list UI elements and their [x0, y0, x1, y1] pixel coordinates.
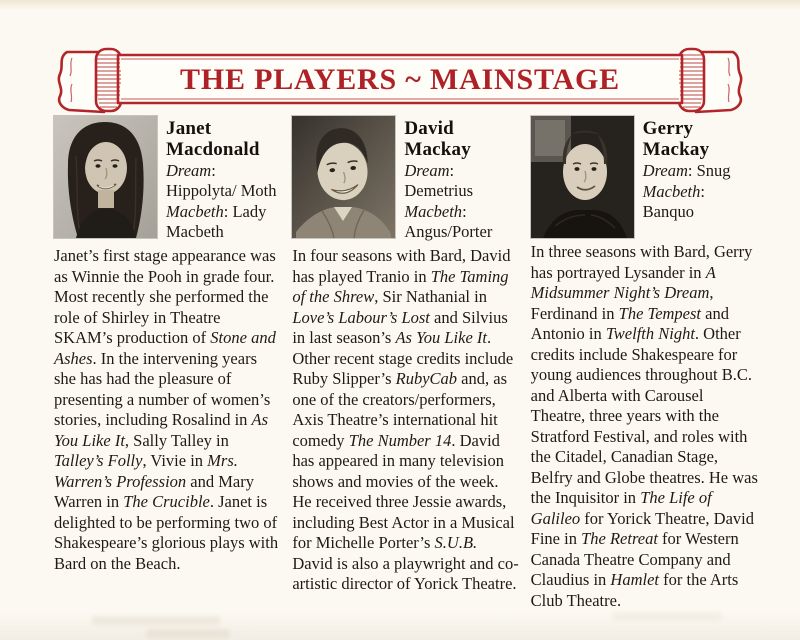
player-role-macbeth: Macbeth: Angus/Porter	[404, 202, 493, 241]
janet-macdonald-portrait-photo	[54, 116, 157, 238]
card-head	[292, 116, 519, 242]
page-title: THE PLAYERS ~ MAINSTAGE	[180, 63, 620, 96]
player-name: Janet Macdonald	[166, 118, 260, 160]
showthrough-smudge	[612, 612, 722, 621]
player-card-janet-macdonald	[54, 116, 281, 611]
scroll-ribbon-graphic	[50, 42, 750, 118]
player-card-gerry-mackay	[531, 116, 758, 611]
player-heading	[166, 116, 281, 242]
card-head	[531, 116, 758, 238]
player-card-david-mackay	[292, 116, 519, 611]
player-bio: In four seasons with Bard, David has played Tranio in The Taming of the Shrew, Sir Nathanial in Love’s Labour’s Lost and Silvius in last season’s As You Like It. Other recent stage credits include Ruby Slipper’s RubyCab and, as one of the creators/performers, Axis Theatre’s international hit comedy The Number 14. David has appeared in many television shows and movies of the week. He received three Jessie awards, including Best Actor in a Musical for Michelle Porter’s S.U.B. David is also a playwright and co-artistic director of Yorick Theatre.	[292, 246, 519, 593]
player-heading	[404, 116, 519, 242]
players-columns	[54, 116, 758, 611]
title-banner	[50, 42, 750, 118]
player-bio: In three seasons with Bard, Gerry has portrayed Lysander in A Midsummer Night’s Dream, Ferdinand in The Tempest and Antonio in Twelfth Night. Other credits include Shakespeare for young audiences throughout B.C. and Alberta with Carousel Theatre, three years with the Stratford Festival, and roles with the Citadel, Canadian Stage, Belfry and Globe theatres. He was the Inquisitor in The Life of Galileo for Yorick Theatre, David Fine in The Retreat for Western Canada Theatre Company and Claudius in Hamlet for the Arts Club Theatre.	[530, 242, 758, 610]
showthrough-smudge	[146, 629, 230, 638]
player-heading	[643, 116, 758, 238]
player-role-dream: Dream: Demetrius	[404, 161, 474, 200]
player-role-dream: Dream: Snug	[642, 161, 731, 180]
david-mackay-portrait-photo	[292, 116, 395, 238]
player-role-dream: Dream: Hippolyta/ Moth	[166, 161, 277, 200]
player-name: David Mackay	[404, 118, 471, 160]
showthrough-smudge	[92, 616, 220, 625]
player-role-macbeth: Macbeth: Banquo	[642, 182, 705, 221]
card-head	[54, 116, 281, 242]
player-name: Gerry Mackay	[642, 118, 710, 160]
gerry-mackay-portrait-photo	[531, 116, 634, 238]
player-role-macbeth: Macbeth: Lady Macbeth	[166, 202, 267, 241]
player-bio: Janet’s first stage appearance was as Winnie the Pooh in grade four. Most recently she performed the role of Shirley in Theatre SKAM’s production of Stone and Ashes. In the intervening years she has had the pleasure of presenting a number of women’s stories, including Rosalind in As You Like It, Sally Talley in Talley’s Folly, Vivie in Mrs. Warren’s Profession and Mary Warren in The Crucible. Janet is delighted to be performing two of Shakespeare’s glorious plays with Bard on the Beach.	[54, 246, 279, 573]
